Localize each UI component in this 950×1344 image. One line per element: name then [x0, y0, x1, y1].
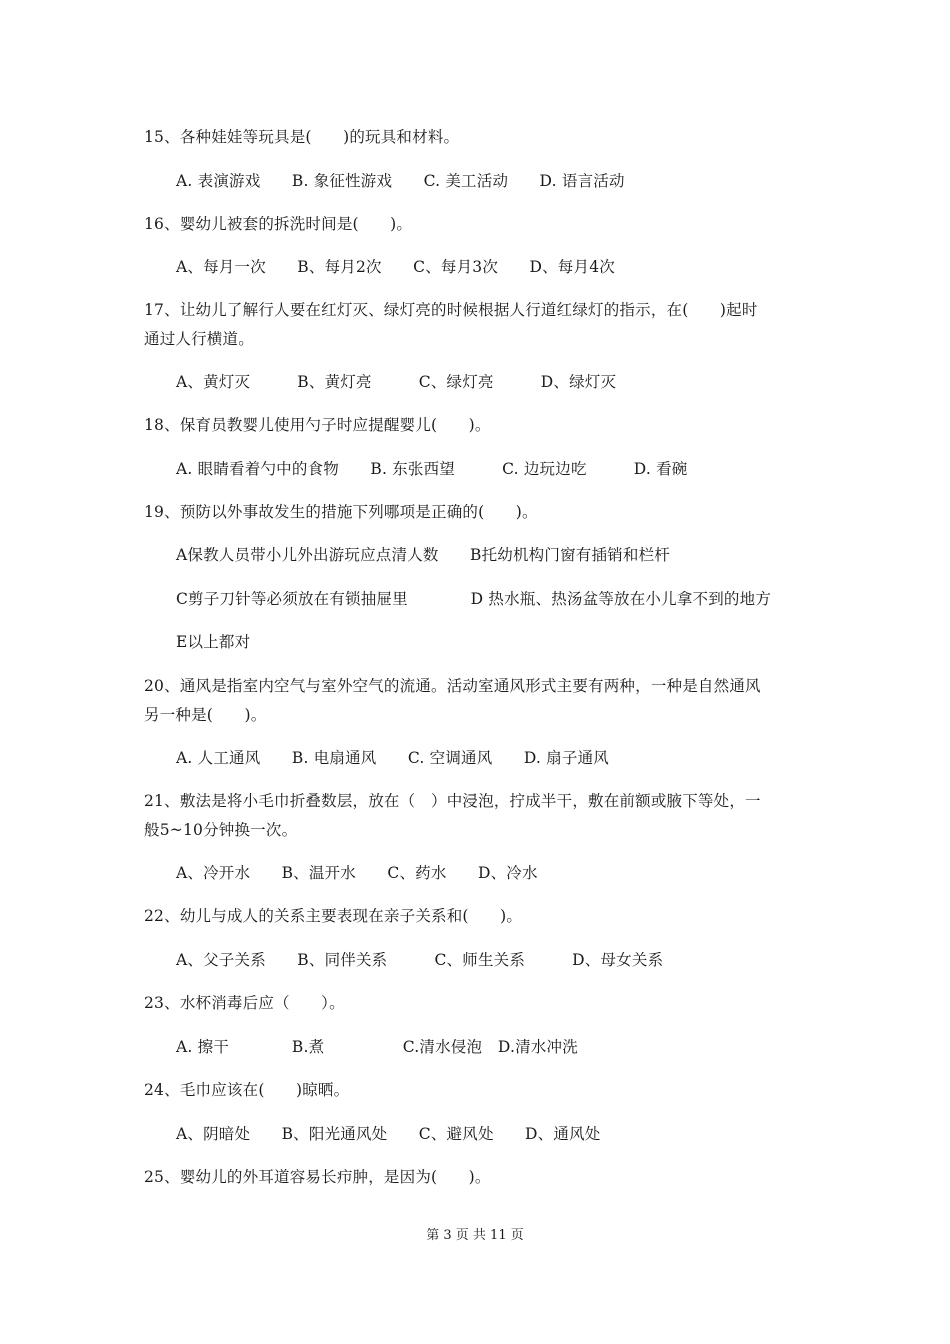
question-18-options: A. 眼睛看着勺中的食物 B. 东张西望 C. 边玩边吃 D. 看碗	[176, 460, 688, 478]
question-17-stem-continued: 通过人行横道。	[144, 330, 254, 348]
question-22-options: A、父子关系 B、同伴关系 C、师生关系 D、母女关系	[176, 951, 664, 969]
question-18-stem: 18、保育员教婴儿使用勺子时应提醒婴儿( )。	[144, 416, 491, 434]
question-16-options: A、每月一次 B、每月2次 C、每月3次 D、每月4次	[176, 258, 615, 276]
question-19-options-line-2: C剪子刀针等必须放在有锁抽屉里 D 热水瓶、热汤盆等放在小儿拿不到的地方	[176, 590, 772, 608]
question-17-options: A、黄灯灭 B、黄灯亮 C、绿灯亮 D、绿灯灭	[176, 373, 617, 391]
question-21-options: A、冷开水 B、温开水 C、药水 D、冷水	[176, 864, 538, 882]
question-17-stem: 17、让幼儿了解行人要在红灯灭、绿灯亮的时候根据人行道红绿灯的指示，在( )起时	[144, 301, 758, 319]
question-22-stem: 22、幼儿与成人的关系主要表现在亲子关系和( )。	[144, 907, 523, 925]
question-20-stem-continued: 另一种是( )。	[144, 706, 267, 724]
question-23-options: A. 擦干 B.煮 C.清水侵泡 D.清水冲洗	[176, 1038, 578, 1056]
question-25-stem: 25、婴幼儿的外耳道容易长疖肿，是因为( )。	[144, 1168, 491, 1186]
question-15-options: A. 表演游戏 B. 象征性游戏 C. 美工活动 D. 语言活动	[176, 172, 625, 190]
question-19-options-line-3: E以上都对	[176, 633, 251, 651]
page-number-footer: 第 3 页 共 11 页	[426, 1228, 524, 1243]
question-20-stem: 20、通风是指室内空气与室外空气的流通。活动室通风形式主要有两种，一种是自然通风	[144, 677, 761, 695]
question-24-stem: 24、毛巾应该在( )晾晒。	[144, 1081, 350, 1099]
question-16-stem: 16、婴幼儿被套的拆洗时间是( )。	[144, 215, 413, 233]
question-21-stem-continued: 般5~10分钟换一次。	[144, 821, 298, 839]
question-19-stem: 19、预防以外事故发生的措施下列哪项是正确的( )。	[144, 503, 538, 521]
question-21-stem: 21、敷法是将小毛巾折叠数层，放在（ ）中浸泡，拧成半干，敷在前额或腋下等处，一	[144, 792, 761, 810]
question-19-options-line-1: A保教人员带小儿外出游玩应点清人数 B托幼机构门窗有插销和栏杆	[176, 546, 670, 564]
question-24-options: A、阴暗处 B、阳光通风处 C、避风处 D、通风处	[176, 1125, 601, 1143]
question-23-stem: 23、水杯消毒后应（ ）。	[144, 994, 345, 1012]
question-15-stem: 15、各种娃娃等玩具是( )的玩具和材料。	[144, 128, 460, 146]
question-20-options: A. 人工通风 B. 电扇通风 C. 空调通风 D. 扇子通风	[176, 749, 609, 767]
